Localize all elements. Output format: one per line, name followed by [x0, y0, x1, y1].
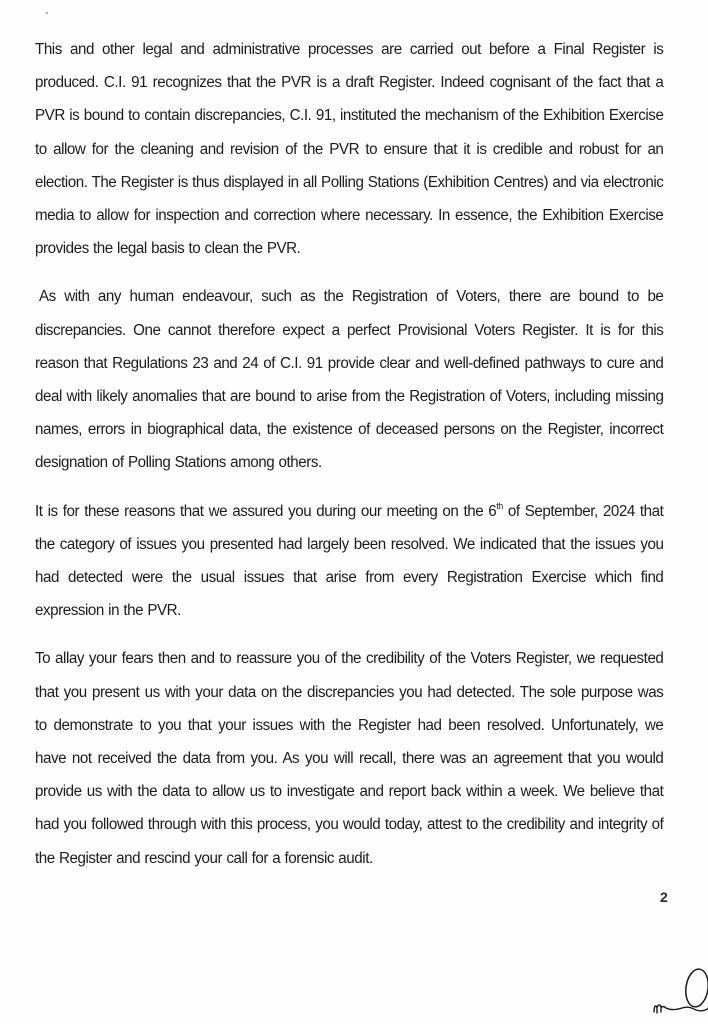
- signature-initials-icon: [652, 966, 708, 1016]
- paragraph-exhibition-exercise: This and other legal and administrative processes are carried out before a Final Register is produced. C.I. 91 recognizes that the PVR is a draft Register. Indeed cognisant of the fact that a PVR is bound to contain discrepancies, C.I. 91, instituted the mechanism of the Exhibition Exercise to allow for the cleaning and revision of the PVR to ensure that it is credible and robust for an election. The Register is thus displayed in all Polling Stations (Exhibition Centres) and via electronic media to allow for inspection and correction where necessary. In essence, the Exhibition Exercise provides the legal basis to clean the PVR.: [35, 41, 664, 258]
- paragraph-discrepancies: As with any human endeavour, such as the Registration of Voters, there are bound to be discrepancies. One cannot therefore expect a perfect Provisional Voters Register. It is for this reason that Regulations 23 and 24 of C.I. 91 provide clear and well-defined pathways to cure and deal with likely anomalies that are bound to arise from the Registration of Voters, including missing names, errors in biographical data, the existence of deceased persons on the Register, incorrect designation of Polling Stations among others.: [35, 288, 664, 472]
- paragraph-meeting-assurance: [35, 495, 663, 628]
- meeting-text-start: It is for these reasons that we assured you during our meeting on the 6: [35, 502, 497, 520]
- page-number: 2: [660, 889, 668, 905]
- paragraph-data-request: To allay your fears then and to reassure you of the credibility of the Voters Register, we requested that you present us with your data on the discrepancies you had detected. The sole purpose was to demonstrate to you that your issues with the Register had been resolved. Unfortunately, we have not received the data from you. As you will recall, there was an agreement that you would provide us with the data to allow us to investigate and report back within a week. We believe that had you followed through with this process, you would today, attest to the credibility and integrity of the Register and rescind your call for a forensic audit.: [35, 650, 664, 867]
- letter-body: [35, 33, 673, 890]
- meeting-text-end: of September, 2024 that the category of issues you presented had largely been resolved. We indicated that the issues you had detected were the usual issues that arise from every Registration Exercise which find expression in the PVR.: [35, 502, 664, 620]
- ordinal-suffix: th: [496, 500, 503, 511]
- scan-speck: [46, 12, 48, 14]
